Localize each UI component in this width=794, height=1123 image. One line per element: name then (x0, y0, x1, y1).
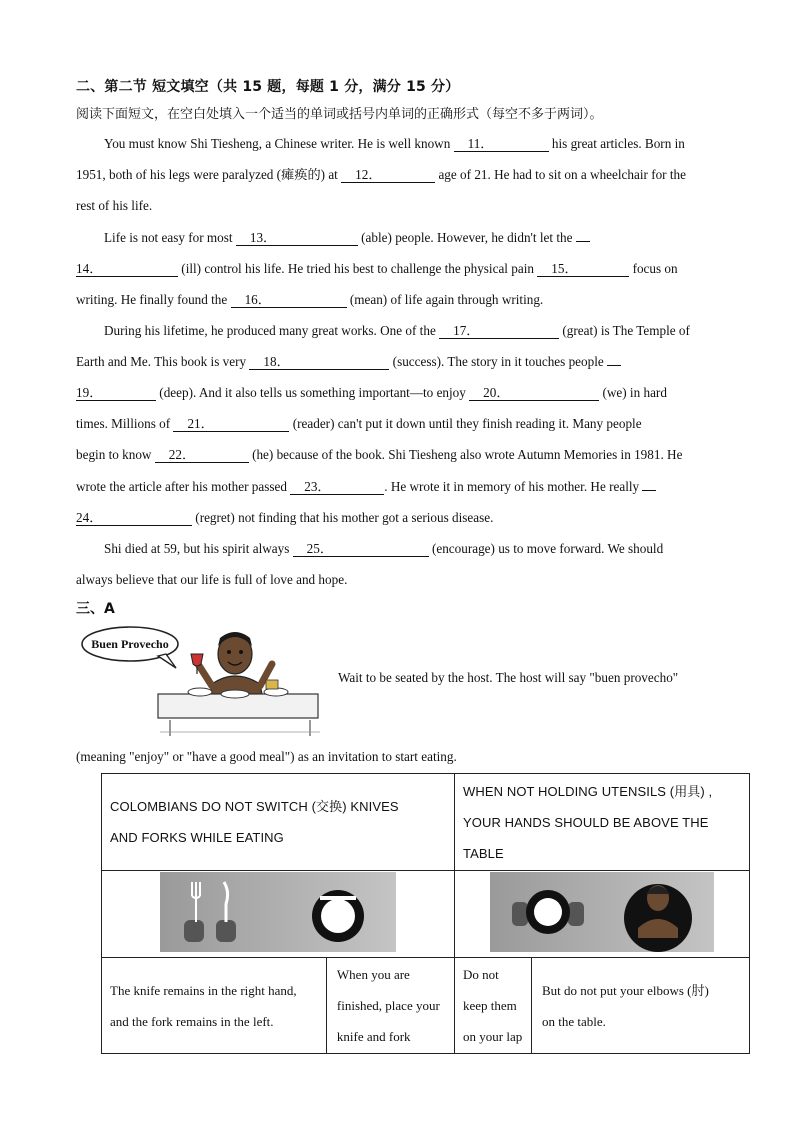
blank-number: 19． (76, 385, 103, 400)
text: (regret) not finding that his mother got a serious disease. (195, 510, 494, 525)
text: 1951, both of his legs were paralyzed (瘫痪的) at (76, 167, 338, 182)
text: (ill) control his life. He tried his best to challenge the physical pain (181, 261, 534, 276)
blank-14[interactable] (76, 261, 178, 277)
plate-center (534, 898, 562, 926)
text: begin to know (76, 447, 152, 462)
blank-number: 12． (355, 167, 382, 182)
person-arm-left (198, 664, 212, 686)
blank-number: 18． (263, 354, 290, 369)
cell-line: keep them (463, 998, 517, 1013)
blank-17[interactable] (439, 323, 559, 339)
person-eye (227, 650, 231, 654)
cell-knife-right-hand (102, 958, 327, 1054)
hand-left (184, 920, 204, 942)
cell-not-on-lap (455, 958, 532, 1054)
text: (deep). And it also tells us something important—to enjoy (159, 385, 466, 400)
passage-line (104, 321, 690, 341)
blank-16[interactable] (231, 292, 347, 308)
header-line: YOUR HANDS SHOULD BE ABOVE THE (463, 814, 709, 830)
blank-11[interactable] (454, 136, 549, 152)
utensils-on-plate (320, 896, 356, 900)
cell-line: But do not put your elbows (肘) (542, 982, 709, 998)
passage-line (104, 228, 590, 248)
person-eye (239, 650, 243, 654)
wine-glass (191, 654, 203, 666)
etiquette-table (101, 773, 750, 1054)
text: You must know Shi Tiesheng, a Chinese writer. He is well known (104, 136, 451, 151)
text: (we) in hard (602, 385, 667, 400)
blank-21[interactable] (173, 416, 289, 432)
blank-12[interactable] (341, 167, 435, 183)
dining-illustration (80, 624, 324, 736)
passage-line (76, 477, 656, 497)
blank-underline (607, 365, 621, 366)
passage-line (76, 445, 682, 465)
blank-24[interactable] (76, 510, 192, 526)
text: Earth and Me. This book is very (76, 354, 247, 369)
text: always believe that our life is full of love and hope. (76, 572, 348, 587)
hand-left (512, 902, 528, 926)
cell-no-elbows (532, 958, 750, 1054)
text: times. Millions of (76, 416, 171, 431)
section2-heading: 二、第二节 短文填空（共 15 题，每题 1 分，满分 15 分） (76, 79, 460, 95)
cell-line: When you are (336, 967, 410, 982)
speech-bubble-text: Buen Provecho (91, 637, 169, 651)
text: (reader) can't put it down until they finish reading it. Many people (292, 416, 642, 431)
text: (able) people. However, he didn't let the (361, 230, 573, 245)
text: his great articles. Born in (551, 136, 685, 151)
hands-image-cell (455, 871, 750, 958)
cell-line: The knife remains in the right hand, (110, 982, 297, 998)
passage-line (76, 508, 493, 528)
text: age of 21. He had to sit on a wheelchair for the (438, 167, 686, 182)
speech-bubble-tail (158, 654, 176, 668)
blank-15[interactable] (537, 261, 629, 277)
header-line: TABLE (463, 845, 504, 861)
header-hands-above-table (455, 774, 750, 871)
passage-line (76, 414, 642, 434)
blank-underline (642, 490, 656, 491)
blank-number: 22． (168, 447, 196, 462)
blank-number: 25． (306, 541, 334, 556)
blank-number: 17． (453, 323, 480, 338)
plate (221, 690, 249, 698)
cell-line: on the table. (542, 1013, 606, 1029)
blank-number: 11． (467, 136, 494, 151)
blank-number: 20． (483, 385, 510, 400)
blank-underline (576, 241, 590, 242)
passage-line (76, 196, 152, 216)
text: (mean) of life again through writing. (349, 292, 544, 307)
text: (great) is The Temple of (562, 323, 690, 338)
cell-line: and the fork remains in the left. (110, 1013, 274, 1029)
passage-line (104, 539, 663, 559)
cell-line: knife and fork (336, 1029, 411, 1044)
text: wrote the article after his mother passed (76, 479, 287, 494)
passage-line (76, 352, 621, 372)
header-line: WHEN NOT HOLDING UTENSILS (用具) , (463, 783, 713, 799)
blank-number: 13． (249, 230, 277, 245)
blank-number: 23． (304, 479, 331, 494)
text: Shi died at 59, but his spirit always (104, 541, 290, 556)
blank-25[interactable] (293, 541, 429, 557)
text: Life is not easy for most (104, 230, 233, 245)
illustration-caption-continued: (meaning "enjoy" or "have a good meal") as an invitation to start eating. (76, 749, 457, 764)
illustration-caption: Wait to be seated by the host. The host will say "buen provecho" (338, 670, 679, 685)
blank-number: 14． (76, 261, 103, 276)
plate (188, 688, 212, 696)
cell-when-finished (326, 958, 454, 1054)
food (266, 680, 278, 689)
hand-right (216, 920, 236, 942)
cell-line: Do not (463, 967, 499, 982)
text: During his lifetime, he produced many great works. One of the (104, 323, 436, 338)
text: focus on (632, 261, 678, 276)
passage-line (76, 570, 347, 590)
table-legs (170, 720, 310, 736)
blank-number: 16． (244, 292, 271, 307)
passage-line (76, 259, 678, 279)
cell-line: on your lap (463, 1029, 523, 1044)
section2-instruction: 阅读下面短文，在空白处填入一个适当的单词或括号内单词的正确形式（每空不多于两词）。 (76, 107, 603, 122)
utensils-photo (160, 872, 396, 952)
blank-13[interactable] (236, 230, 358, 246)
header-line: COLOMBIANS DO NOT SWITCH (交换) KNIVES (110, 799, 399, 814)
passage-line (104, 134, 685, 154)
text: (encourage) us to move forward. We should (431, 541, 664, 556)
text: writing. He finally found the (76, 292, 228, 307)
blank-19[interactable] (76, 385, 156, 401)
header-switch-knives (102, 774, 455, 871)
section3-heading: 三、A (76, 601, 115, 617)
blank-18[interactable] (249, 354, 389, 370)
passage-line (76, 165, 686, 185)
blank-20[interactable] (469, 385, 599, 401)
hands-photo (490, 872, 714, 952)
blank-22[interactable] (155, 447, 249, 463)
text: rest of his life. (76, 198, 153, 213)
blank-number: 15． (551, 261, 578, 276)
plate-center (321, 899, 355, 933)
blank-number: 21． (187, 416, 214, 431)
text: . He wrote it in memory of his mother. He really (384, 479, 640, 494)
passage-line (76, 290, 543, 310)
text: (success). The story in it touches people (392, 354, 604, 369)
header-line: AND FORKS WHILE EATING (110, 830, 284, 845)
passage-line (76, 383, 667, 403)
hand-right (568, 902, 584, 926)
cell-line: finished, place your (336, 998, 440, 1013)
blank-23[interactable] (290, 479, 384, 495)
blank-number: 24． (76, 510, 103, 525)
utensils-image-cell (102, 871, 455, 958)
text: (he) because of the book. Shi Tiesheng also wrote Autumn Memories in 1981. He (252, 447, 683, 462)
